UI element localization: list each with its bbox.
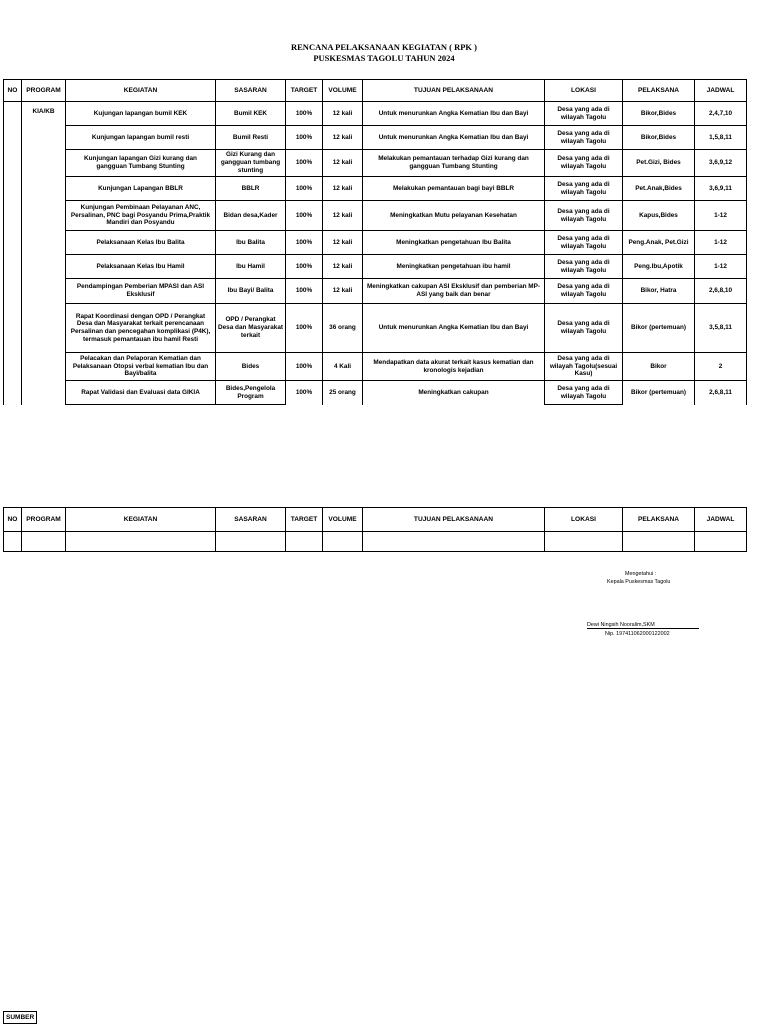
target-cell: 100%	[286, 353, 323, 381]
table-row	[4, 126, 747, 150]
header-volume: VOLUME	[323, 508, 363, 532]
volume-cell: 12 kali	[323, 201, 363, 231]
jadwal-cell: 3,5,8,11	[695, 304, 747, 353]
sasaran-cell: Ibu Hamil	[216, 255, 286, 279]
header-kegiatan: KEGIATAN	[66, 508, 216, 532]
jadwal-cell: 2	[695, 353, 747, 381]
pelaksana-cell: Pet.Anak,Bides	[623, 177, 695, 201]
signature-position: Kepala Puskesmas Tagolu	[607, 579, 671, 585]
jadwal-cell: 3,6,9,12	[695, 150, 747, 177]
kegiatan-cell: Kujungan lapangan bumil KEK	[66, 102, 216, 126]
table-row	[4, 353, 747, 381]
jadwal-cell: 1-12	[695, 231, 747, 255]
tujuan-cell: Meningkatkan cakupan ASI Eksklusif dan pemberian MP-ASI yang baik dan benar	[363, 279, 545, 304]
target-cell: 100%	[286, 279, 323, 304]
sasaran-cell: BBLR	[216, 177, 286, 201]
table-row	[4, 231, 747, 255]
jadwal-cell: 1,5,8,11	[695, 126, 747, 150]
volume-cell: 12 kali	[323, 279, 363, 304]
kegiatan-cell: Pendampingan Pemberian MPASI dan ASI Eksklusif	[66, 279, 216, 304]
empty-cell	[286, 532, 323, 552]
empty-cell	[623, 532, 695, 552]
target-cell: 100%	[286, 201, 323, 231]
header-no: NO	[4, 80, 22, 102]
jadwal-cell: 1-12	[695, 255, 747, 279]
kegiatan-cell: Pelaksanaan Kelas Ibu Hamil	[66, 255, 216, 279]
lokasi-cell: Desa yang ada di wilayah Tagolu	[545, 102, 623, 126]
kegiatan-cell: Kunjungan Lapangan BBLR	[66, 177, 216, 201]
header-jadwal: JADWAL	[695, 508, 747, 532]
volume-cell: 25 orang	[323, 381, 363, 405]
header-jadwal: JADWAL	[695, 80, 747, 102]
pelaksana-cell: Bikor (pertemuan)	[623, 381, 695, 405]
jadwal-cell: 3,6,9,11	[695, 177, 747, 201]
header-sasaran: SASARAN	[216, 80, 286, 102]
pelaksana-cell: Bikor (pertemuan)	[623, 304, 695, 353]
volume-cell: 12 kali	[323, 150, 363, 177]
signature-mengetahui: Mengetahui :	[625, 571, 657, 577]
jadwal-cell: 2,6,8,10	[695, 279, 747, 304]
sasaran-cell: Bides	[216, 353, 286, 381]
rpk-table	[3, 79, 747, 405]
tujuan-cell: Untuk menurunkan Angka Kematian Ibu dan Bayi	[363, 126, 545, 150]
sasaran-cell: Bumil Resti	[216, 126, 286, 150]
empty-cell	[545, 532, 623, 552]
pelaksana-cell: Pet.Gizi, Bides	[623, 150, 695, 177]
lokasi-cell: Desa yang ada di wilayah Tagolu(sesuai Kasu)	[545, 353, 623, 381]
empty-cell	[66, 532, 216, 552]
target-cell: 100%	[286, 381, 323, 405]
program-cell: KIA/KB	[22, 102, 66, 405]
header-sasaran: SASARAN	[216, 508, 286, 532]
header-volume: VOLUME	[323, 80, 363, 102]
lokasi-cell: Desa yang ada di wilayah Tagolu	[545, 381, 623, 405]
jadwal-cell: 1-12	[695, 201, 747, 231]
volume-cell: 12 kali	[323, 126, 363, 150]
table-header-row	[4, 80, 747, 102]
tujuan-cell: Melakukan pemantauan terhadap Gizi kurang dan gangguan Tumbang Stunting	[363, 150, 545, 177]
header-pelaksana: PELAKSANA	[623, 80, 695, 102]
target-cell: 100%	[286, 150, 323, 177]
pelaksana-cell: Bikor,Bides	[623, 102, 695, 126]
target-cell: 100%	[286, 304, 323, 353]
lokasi-cell: Desa yang ada di wilayah Tagolu	[545, 231, 623, 255]
sasaran-cell: Ibu Bayi/ Balita	[216, 279, 286, 304]
empty-cell	[323, 532, 363, 552]
tujuan-cell: Untuk menurunkan Angka Kematian Ibu dan Bayi	[363, 304, 545, 353]
kegiatan-cell: Pelacakan dan Pelaporan Kematian dan Pelaksanaan Otopsi verbal kematian Ibu dan Bayi/balita	[66, 353, 216, 381]
volume-cell: 4 Kali	[323, 353, 363, 381]
table-row	[4, 102, 747, 126]
lokasi-cell: Desa yang ada di wilayah Tagolu	[545, 150, 623, 177]
table-row	[4, 279, 747, 304]
header-lokasi: LOKASI	[545, 80, 623, 102]
target-cell: 100%	[286, 231, 323, 255]
kegiatan-cell: Pelaksanaan Kelas Ibu Balita	[66, 231, 216, 255]
tujuan-cell: Meningkatkan pengetahuan ibu hamil	[363, 255, 545, 279]
lokasi-cell: Desa yang ada di wilayah Tagolu	[545, 177, 623, 201]
tujuan-cell: Untuk menurunkan Angka Kematian Ibu dan Bayi	[363, 102, 545, 126]
sasaran-cell: OPD / Perangkat Desa dan Masyarakat terkait	[216, 304, 286, 353]
tujuan-cell: Meningkatkan pengetahuan Ibu Balita	[363, 231, 545, 255]
lokasi-cell: Desa yang ada di wilayah Tagolu	[545, 126, 623, 150]
signature-name: Dewi Ningsih Nooralim,SKM	[587, 622, 699, 629]
lokasi-cell: Desa yang ada di wilayah Tagolu	[545, 201, 623, 231]
header-target: TARGET	[286, 508, 323, 532]
target-cell: 100%	[286, 255, 323, 279]
target-cell: 100%	[286, 102, 323, 126]
target-cell: 100%	[286, 126, 323, 150]
sasaran-cell: Gizi Kurang dan gangguan tumbang stunting	[216, 150, 286, 177]
sasaran-cell: Bidan desa,Kader	[216, 201, 286, 231]
kegiatan-cell: Kunjungan lapangan Gizi kurang dan gangguan Tumbang Stunting	[66, 150, 216, 177]
sasaran-cell: Bumil KEK	[216, 102, 286, 126]
no-cell	[4, 102, 22, 405]
signature-nip: Nip. 197411062000122002	[605, 631, 670, 637]
document-title: RENCANA PELAKSANAAN KEGIATAN ( RPK )	[291, 42, 477, 52]
volume-cell: 12 kali	[323, 177, 363, 201]
kegiatan-cell: Kunjungan lapangan bumil resti	[66, 126, 216, 150]
empty-row	[4, 532, 747, 552]
header-tujuan: TUJUAN PELAKSANAAN	[363, 508, 545, 532]
table-row	[4, 255, 747, 279]
jadwal-cell: 2,6,8,11	[695, 381, 747, 405]
volume-cell: 36 orang	[323, 304, 363, 353]
empty-cell	[4, 532, 22, 552]
pelaksana-cell: Peng.Ibu,Apotik	[623, 255, 695, 279]
table-row	[4, 304, 747, 353]
header-program: PROGRAM	[22, 80, 66, 102]
header-kegiatan: KEGIATAN	[66, 80, 216, 102]
header-lokasi: LOKASI	[545, 508, 623, 532]
table-row	[4, 381, 747, 405]
table-row	[4, 177, 747, 201]
kegiatan-cell: Rapat Koordinasi dengan OPD / Perangkat Desa dan Masyarakat terkait perencanaan Persalinan dan pencegahan komplikasi (P4K), termasuk pemantauan ibu hamil Resti	[66, 304, 216, 353]
rpk-table-continued	[3, 507, 747, 552]
pelaksana-cell: Bikor, Hatra	[623, 279, 695, 304]
sasaran-cell: Ibu Balita	[216, 231, 286, 255]
pelaksana-cell: Bikor	[623, 353, 695, 381]
volume-cell: 12 kali	[323, 231, 363, 255]
tujuan-cell: Mendapatkan data akurat terkait kasus kematian dan kronologis kejadian	[363, 353, 545, 381]
header-target: TARGET	[286, 80, 323, 102]
empty-cell	[216, 532, 286, 552]
kegiatan-cell: Rapat Validasi dan Evaluasi data GIKIA	[66, 381, 216, 405]
volume-cell: 12 kali	[323, 255, 363, 279]
header-pelaksana: PELAKSANA	[623, 508, 695, 532]
lokasi-cell: Desa yang ada di wilayah Tagolu	[545, 255, 623, 279]
pelaksana-cell: Peng.Anak, Pet.Gizi	[623, 231, 695, 255]
document-subtitle: PUSKESMAS TAGOLU TAHUN 2024	[313, 53, 455, 63]
header-tujuan: TUJUAN PELAKSANAAN	[363, 80, 545, 102]
tujuan-cell: Meningkatkan cakupan	[363, 381, 545, 405]
tujuan-cell: Meningkatkan Mutu pelayanan Kesehatan	[363, 201, 545, 231]
sasaran-cell: Bides,Pengelola Program	[216, 381, 286, 405]
pelaksana-cell: Bikor,Bides	[623, 126, 695, 150]
table-row	[4, 201, 747, 231]
table-header-row	[4, 508, 747, 532]
kegiatan-cell: Kunjungan Pembinaan Pelayanan ANC, Persalinan, PNC bagi Posyandu Prima,Praktik Mandiri dan Posyandu	[66, 201, 216, 231]
lokasi-cell: Desa yang ada di wilayah Tagolu	[545, 304, 623, 353]
empty-cell	[363, 532, 545, 552]
volume-cell: 12 kali	[323, 102, 363, 126]
target-cell: 100%	[286, 177, 323, 201]
header-no: NO	[4, 508, 22, 532]
header-program: PROGRAM	[22, 508, 66, 532]
lokasi-cell: Desa yang ada di wilayah Tagolu	[545, 279, 623, 304]
empty-cell	[695, 532, 747, 552]
table-row	[4, 150, 747, 177]
jadwal-cell: 2,4,7,10	[695, 102, 747, 126]
tujuan-cell: Melakukan pemantauan bagi bayi BBLR	[363, 177, 545, 201]
empty-cell	[22, 532, 66, 552]
sumber-label: SUMBER	[3, 1011, 37, 1024]
pelaksana-cell: Kapus,Bides	[623, 201, 695, 231]
